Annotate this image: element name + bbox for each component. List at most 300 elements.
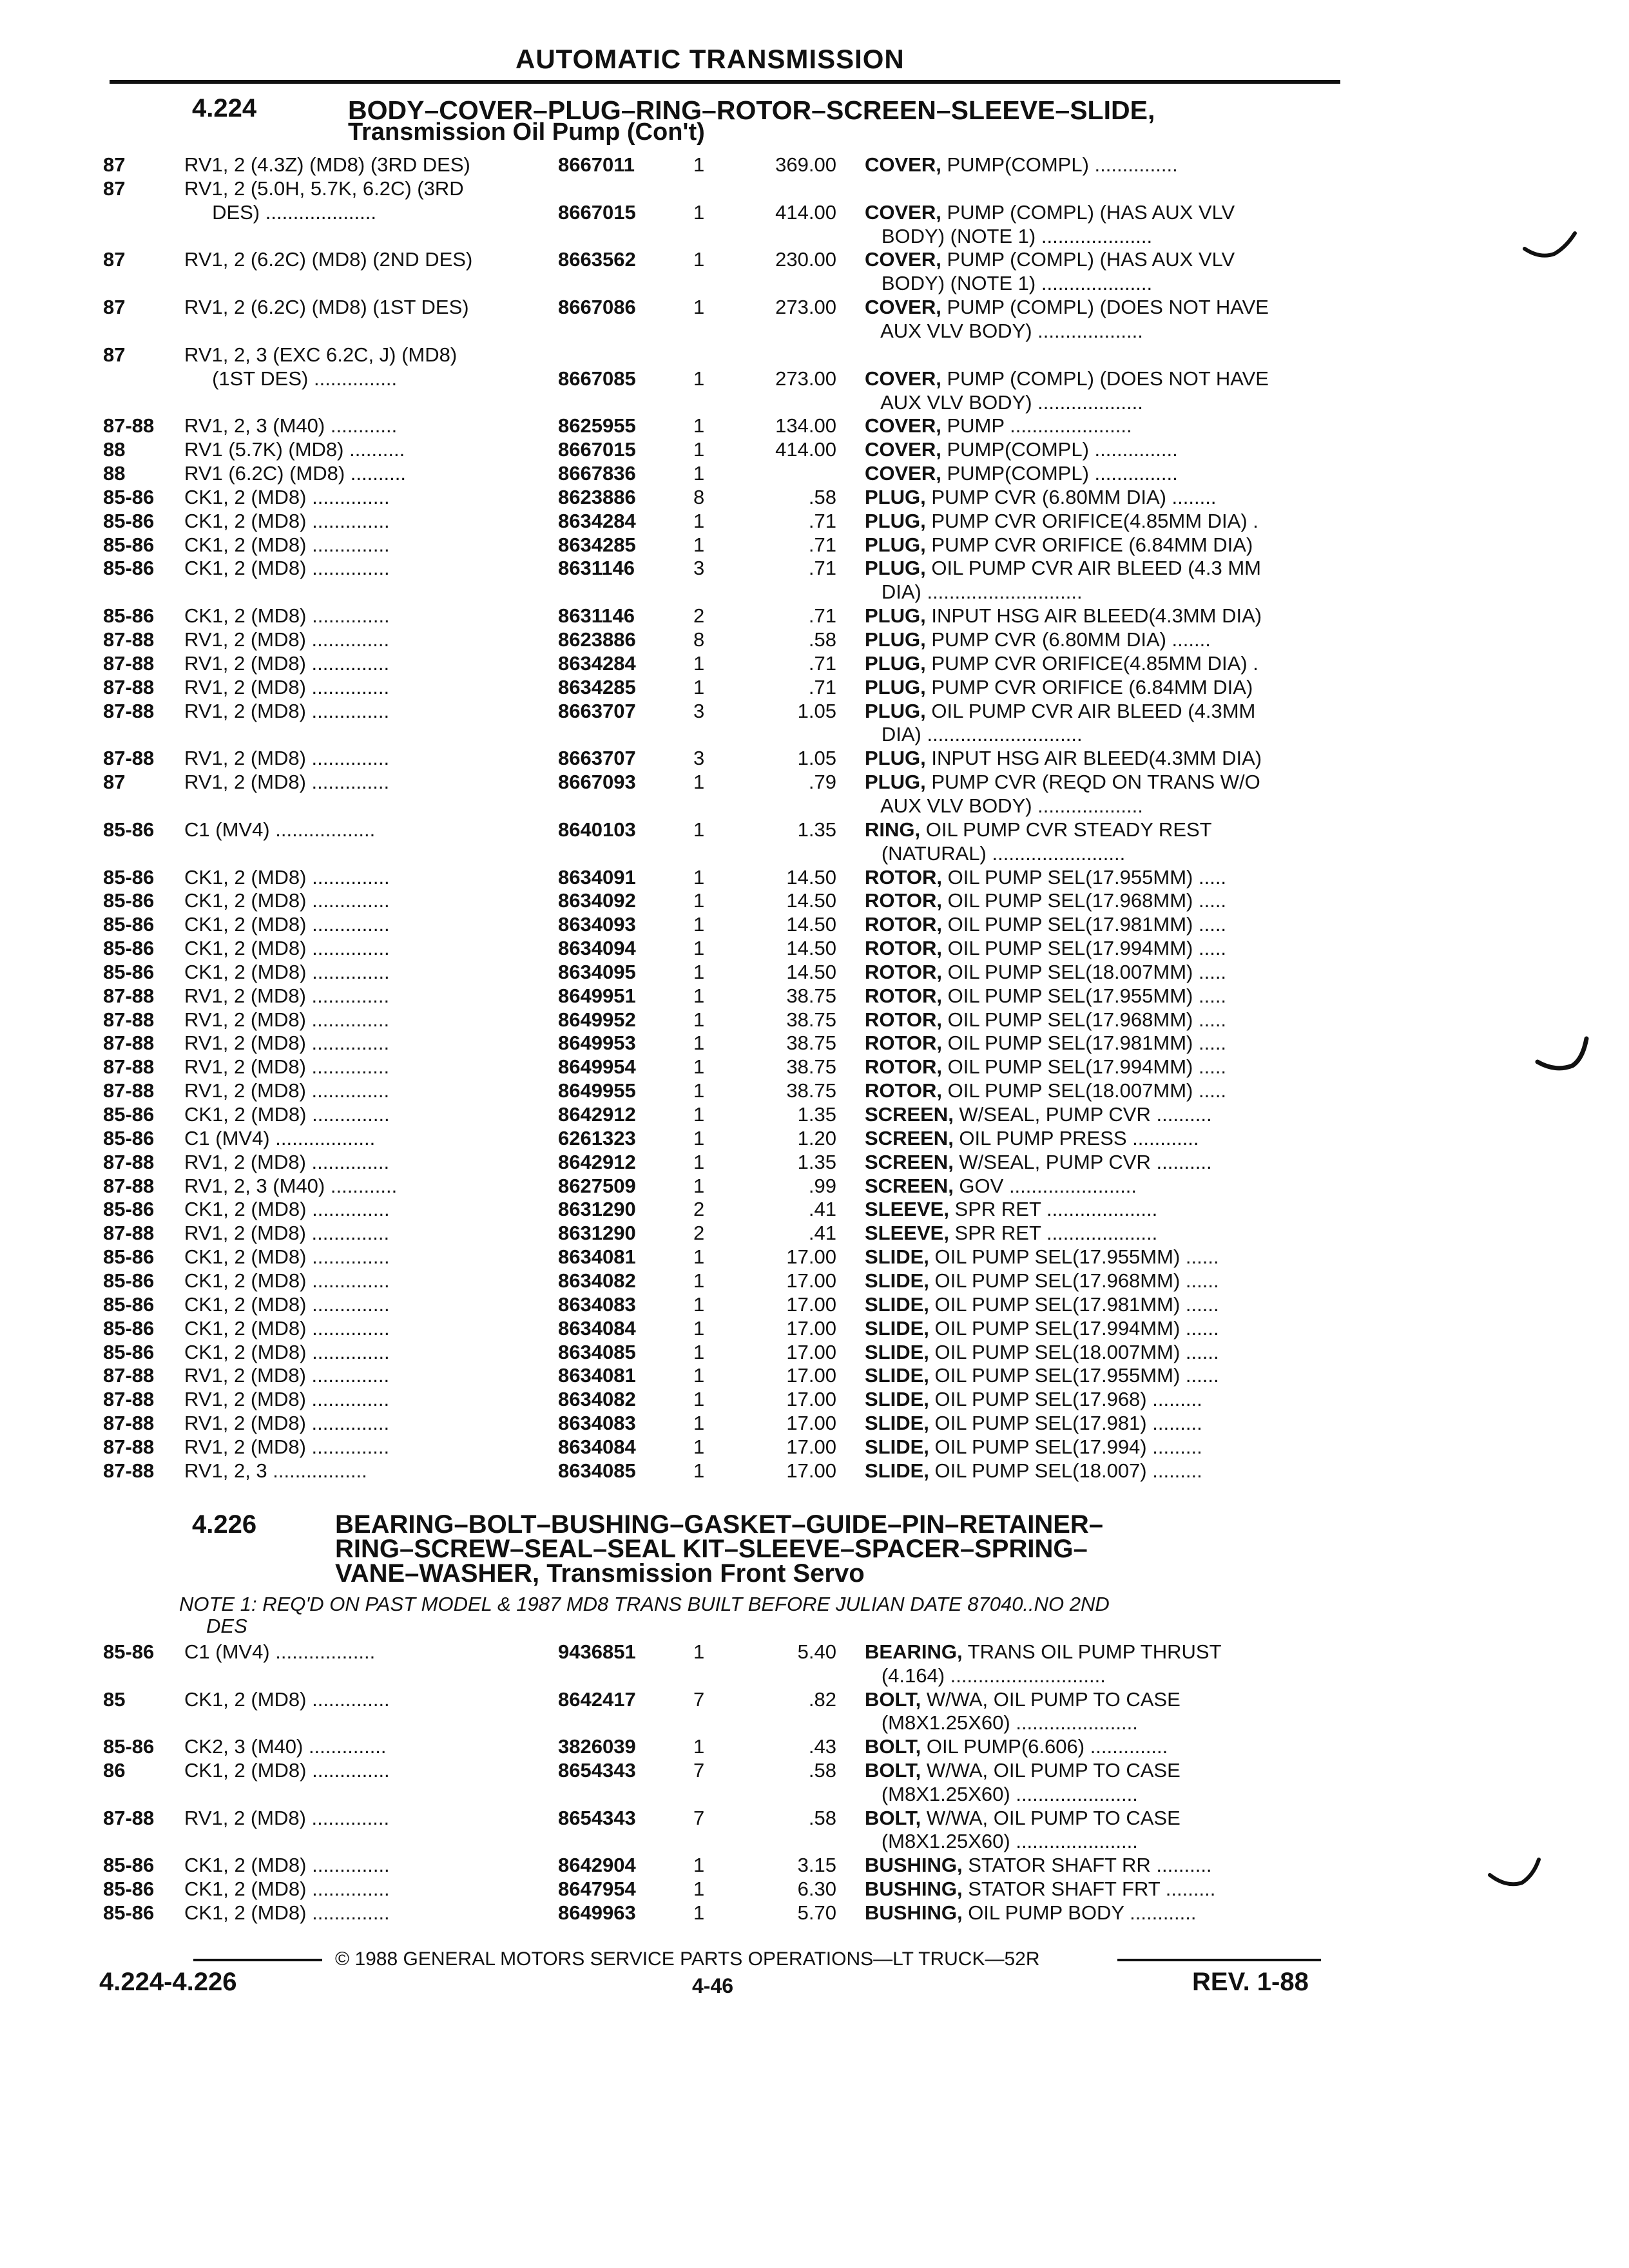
application-cell: C1 (MV4) .................. [184,1126,376,1149]
part-name: PLUG, [865,604,926,628]
part-name: SLEEVE, [865,1198,949,1221]
part-name: COVER, [865,248,941,271]
quantity-cell: 1 [693,1269,705,1292]
model-year-cell: 87-88 [103,1222,155,1245]
table-row [0,1151,1629,1175]
part-detail: OIL PUMP BODY ............ [962,1901,1197,1924]
part-number-cell: 8642417 [558,1687,636,1711]
description-cell [865,794,1335,818]
model-year-cell: 87-88 [103,1412,155,1435]
table-row [0,652,1629,677]
application-cell: CK1, 2 (MD8) .............. [184,913,390,936]
table-row [0,581,1629,605]
part-name: PLUG, [865,533,926,556]
description-cell [865,937,1335,960]
price-cell: 14.50 [786,913,836,936]
application-cell: RV1, 2 (MD8) .............. [184,1412,390,1435]
table-row [0,913,1629,937]
part-number-cell: 8634081 [558,1245,636,1269]
description-cell [865,1711,1335,1735]
part-number-cell: 8667015 [558,438,636,461]
model-year-cell: 87-88 [103,1174,155,1197]
page-header-title: AUTOMATIC TRANSMISSION [516,44,905,74]
quantity-cell: 1 [693,533,705,556]
model-year-cell: 87-88 [103,984,155,1007]
table-row [0,1364,1629,1389]
application-cell: CK1, 2 (MD8) .............. [184,1316,390,1340]
quantity-cell: 1 [693,1735,705,1758]
part-number-cell: 8663707 [558,747,636,770]
part-number-cell: 8634284 [558,509,636,532]
table-row [0,1830,1629,1854]
application-cell: RV1, 2 (MD8) .............. [184,1008,390,1031]
table-row [0,201,1629,226]
part-number-cell: 8663707 [558,699,636,722]
price-cell: 414.00 [775,200,836,224]
table-row [0,1640,1629,1665]
description-cell [865,700,1335,723]
price-cell: .58 [808,628,836,651]
table-row [0,510,1629,534]
quantity-cell: 1 [693,200,705,224]
application-cell: RV1, 2 (MD8) .............. [184,675,390,698]
part-name: PLUG, [865,651,926,675]
price-cell: 38.75 [786,1055,836,1079]
model-year-cell: 85-86 [103,1103,155,1126]
part-number-cell: 8634091 [558,865,636,889]
quantity-cell: 1 [693,771,705,794]
application-cell: CK1, 2 (MD8) .............. [184,1854,390,1877]
description-cell [865,153,1335,177]
model-year-cell: 85-86 [103,604,155,628]
part-number-cell: 8667836 [558,462,636,485]
application-cell: CK1, 2 (MD8) .............. [184,1269,390,1292]
part-name: BUSHING, [865,1901,963,1924]
part-detail: OIL PUMP SEL(17.955MM) ..... [942,984,1227,1007]
quantity-cell: 1 [693,1293,705,1316]
application-cell: CK1, 2 (MD8) .............. [184,865,390,889]
table-row [0,700,1629,724]
price-cell: 3.15 [797,1854,836,1877]
model-year-cell: 87-88 [103,651,155,675]
part-detail: PUMP(COMPL) ............... [941,438,1178,461]
price-cell: 17.00 [786,1340,836,1363]
part-name: SLIDE, [865,1435,929,1458]
part-number-cell: 8667085 [558,367,636,390]
table-row [0,628,1629,653]
model-year-cell: 87-88 [103,1008,155,1031]
table-row [0,961,1629,985]
application-cell: (1ST DES) ............... [184,367,398,390]
application-cell: RV1, 2 (MD8) .............. [184,1435,390,1458]
description-cell [865,652,1335,675]
quantity-cell: 1 [693,1459,705,1482]
model-year-cell: 87 [103,177,126,200]
part-detail: PUMP CVR ORIFICE(4.85MM DIA) . [925,509,1258,532]
table-row [0,486,1629,510]
price-cell: 17.00 [786,1364,836,1387]
part-name: BOLT, [865,1687,921,1711]
model-year-cell: 87-88 [103,1079,155,1102]
part-name: ROTOR, [865,1032,942,1055]
table-row [0,1388,1629,1412]
quantity-cell: 7 [693,1759,705,1782]
model-year-cell: 85-86 [103,818,155,841]
part-name: COVER, [865,367,941,390]
part-detail: OIL PUMP SEL(17.968) ......... [929,1388,1202,1411]
price-cell: 1.05 [797,699,836,722]
part-detail: W/WA, OIL PUMP TO CASE [921,1759,1181,1782]
part-name: COVER, [865,462,941,485]
pen-check-mark [1521,229,1579,262]
price-cell: 17.00 [786,1293,836,1316]
table-row [0,1854,1629,1878]
quantity-cell: 1 [693,1854,705,1877]
quantity-cell: 1 [693,913,705,936]
model-year-cell: 85-86 [103,1854,155,1877]
description-cell [865,367,1335,390]
part-detail: AUX VLV BODY) ................... [865,319,1143,342]
quantity-cell: 1 [693,937,705,960]
table-row [0,533,1629,558]
model-year-cell: 85-86 [103,533,155,556]
model-year-cell: 87-88 [103,699,155,722]
part-name: SLIDE, [865,1269,929,1292]
description-cell [865,604,1335,628]
description-cell [865,296,1335,319]
application-cell: RV1, 2 (MD8) .............. [184,1222,390,1245]
part-detail: OIL PUMP SEL(18.007MM) ..... [942,960,1227,983]
part-detail: OIL PUMP SEL(17.955MM) ...... [929,1364,1219,1387]
part-detail: PUMP (COMPL) (HAS AUX VLV [941,248,1235,271]
application-cell: CK1, 2 (MD8) .............. [184,1103,390,1126]
part-name: SCREEN, [865,1174,954,1197]
part-detail: OIL PUMP SEL(17.994) ......... [929,1435,1202,1458]
table-row [0,248,1629,273]
table-row [0,1079,1629,1104]
description-cell [865,272,1335,295]
quantity-cell: 1 [693,438,705,461]
part-name: ROTOR, [865,889,942,912]
price-cell: 230.00 [775,248,836,271]
application-cell: CK1, 2 (MD8) .............. [184,960,390,983]
description-cell [865,1151,1335,1174]
part-detail: INPUT HSG AIR BLEED(4.3MM DIA) [925,747,1262,770]
part-name: SLIDE, [865,1459,929,1482]
part-detail: (NATURAL) ........................ [865,841,1126,865]
part-detail: STATOR SHAFT RR .......... [962,1854,1212,1877]
part-name: ROTOR, [865,913,942,936]
model-year-cell: 88 [103,462,126,485]
part-detail: PUMP CVR ORIFICE (6.84MM DIA) [925,675,1253,698]
price-cell: 17.00 [786,1245,836,1269]
part-detail: STATOR SHAFT FRT ......... [962,1878,1216,1900]
part-number-cell: 8634095 [558,960,636,983]
note-line: DES [206,1615,247,1637]
part-number-cell: 8649951 [558,984,636,1007]
model-year-cell: 85-86 [103,1245,155,1269]
table-row [0,1103,1629,1128]
part-number-cell: 8649955 [558,1079,636,1102]
table-row [0,1807,1629,1831]
part-number-cell: 8663562 [558,248,636,271]
quantity-cell: 1 [693,296,705,319]
table-row [0,937,1629,961]
price-cell: .58 [808,485,836,508]
application-cell: CK1, 2 (MD8) .............. [184,533,390,556]
application-cell: CK1, 2 (MD8) .............. [184,604,390,628]
table-row [0,889,1629,914]
part-name: ROTOR, [865,1079,942,1102]
part-detail: PUMP(COMPL) ............... [941,462,1178,485]
description-cell [865,1293,1335,1316]
part-name: PLUG, [865,747,926,770]
part-detail: PUMP (COMPL) (DOES NOT HAVE [941,296,1269,319]
table-row [0,842,1629,867]
model-year-cell: 87-88 [103,1435,155,1458]
description-cell [865,1854,1335,1877]
quantity-cell: 1 [693,414,705,437]
application-cell: CK1, 2 (MD8) .............. [184,937,390,960]
application-cell: RV1 (6.2C) (MD8) .......... [184,462,406,485]
price-cell: 38.75 [786,1079,836,1102]
table-row [0,1245,1629,1270]
part-name: PLUG, [865,557,926,580]
description-cell [865,1032,1335,1055]
application-cell: CK1, 2 (MD8) .............. [184,1293,390,1316]
application-cell: DES) .................... [184,200,376,224]
price-cell: 14.50 [786,937,836,960]
application-cell: RV1, 2 (MD8) .............. [184,984,390,1007]
part-name: BOLT, [865,1759,921,1782]
price-cell: 1.35 [797,1103,836,1126]
model-year-cell: 85-86 [103,937,155,960]
application-cell: RV1, 2 (5.0H, 5.7K, 6.2C) (3RD [184,177,464,200]
part-detail: W/SEAL, PUMP CVR .......... [953,1103,1212,1126]
part-detail: W/WA, OIL PUMP TO CASE [921,1806,1181,1829]
price-cell: .99 [808,1174,836,1197]
footer-revision: REV. 1-88 [1192,1968,1309,1996]
model-year-cell: 87-88 [103,675,155,698]
part-name: BUSHING, [865,1854,963,1877]
quantity-cell: 1 [693,1412,705,1435]
model-year-cell: 85-86 [103,913,155,936]
part-name: SCREEN, [865,1103,954,1126]
application-cell: CK1, 2 (MD8) .............. [184,485,390,508]
price-cell: 17.00 [786,1388,836,1411]
price-cell: .41 [808,1198,836,1221]
description-cell [865,1459,1335,1483]
description-cell [865,1008,1335,1032]
part-number-cell: 8634285 [558,675,636,698]
part-detail: PUMP (COMPL) (HAS AUX VLV [941,200,1235,224]
table-row [0,1008,1629,1033]
quantity-cell: 1 [693,1008,705,1031]
price-cell: 1.35 [797,1150,836,1173]
part-number-cell: 8634083 [558,1412,636,1435]
application-cell: CK2, 3 (M40) .............. [184,1735,387,1758]
description-cell [865,961,1335,984]
description-cell [865,557,1335,580]
application-cell: RV1, 2 (MD8) .............. [184,628,390,651]
part-detail: BODY) (NOTE 1) .................... [865,224,1153,247]
description-cell [865,842,1335,865]
part-number-cell: 8623886 [558,628,636,651]
table-row [0,272,1629,296]
quantity-cell: 1 [693,1316,705,1340]
table-row [0,225,1629,249]
price-cell: .71 [808,557,836,580]
table-row [0,1412,1629,1436]
part-detail: OIL PUMP SEL(18.007MM) ..... [942,1079,1227,1102]
footer-copyright: © 1988 GENERAL MOTORS SERVICE PARTS OPERATIONS—LT TRUCK—52R [335,1948,1040,1970]
quantity-cell: 1 [693,865,705,889]
part-number-cell: 6261323 [558,1126,636,1149]
model-year-cell: 87 [103,248,126,271]
table-row [0,794,1629,819]
part-name: ROTOR, [865,984,942,1007]
application-cell: CK1, 2 (MD8) .............. [184,889,390,912]
part-detail: GOV ....................... [953,1174,1137,1197]
part-name: COVER, [865,438,941,461]
part-number-cell: 8642912 [558,1150,636,1173]
model-year-cell: 87 [103,296,126,319]
part-number-cell: 8627509 [558,1174,636,1197]
part-detail: OIL PUMP SEL(17.955MM) ...... [929,1245,1219,1269]
description-cell [865,1664,1335,1687]
part-detail: PUMP CVR (6.80MM DIA) ........ [925,485,1217,508]
part-detail: AUX VLV BODY) ................... [865,794,1143,817]
footer-page-number: 4-46 [692,1974,734,1997]
price-cell: 1.05 [797,747,836,770]
part-detail: PUMP(COMPL) ............... [941,153,1178,176]
price-cell: 414.00 [775,438,836,461]
part-number-cell: 8647954 [558,1878,636,1900]
part-name: SCREEN, [865,1150,954,1173]
part-number-cell: 8623886 [558,485,636,508]
part-detail: OIL PUMP CVR AIR BLEED (4.3MM [925,699,1256,722]
quantity-cell: 1 [693,960,705,983]
price-cell: 1.20 [797,1126,836,1149]
part-number-cell: 8654343 [558,1806,636,1829]
price-cell: 17.00 [786,1269,836,1292]
table-row [0,296,1629,320]
description-cell [865,391,1335,414]
price-cell: 17.00 [786,1316,836,1340]
table-row [0,153,1629,178]
part-detail: OIL PUMP SEL(17.968MM) ...... [929,1269,1219,1292]
description-cell [865,747,1335,770]
part-name: SLIDE, [865,1340,929,1363]
model-year-cell: 87-88 [103,1150,155,1173]
quantity-cell: 7 [693,1806,705,1829]
part-name: SCREEN, [865,1126,954,1149]
section-title-line: Transmission Oil Pump (Con't) [348,119,705,146]
price-cell: .58 [808,1759,836,1782]
model-year-cell: 87 [103,343,126,366]
part-detail: PUMP CVR (6.80MM DIA) ....... [925,628,1211,651]
table-row [0,177,1629,202]
part-number-cell: 8634092 [558,889,636,912]
model-year-cell: 87 [103,153,126,176]
model-year-cell: 87-88 [103,1364,155,1387]
part-detail: OIL PUMP SEL(17.968MM) ..... [942,889,1227,912]
quantity-cell: 1 [693,1388,705,1411]
model-year-cell: 87-88 [103,747,155,770]
note-line: NOTE 1: REQ'D ON PAST MODEL & 1987 MD8 TRANS BUILT BEFORE JULIAN DATE 87040..NO 2ND [179,1593,1110,1615]
price-cell: 38.75 [786,1032,836,1055]
part-detail: DIA) ............................ [865,581,1083,604]
part-name: SLIDE, [865,1316,929,1340]
table-row [0,1688,1629,1713]
price-cell: 273.00 [775,296,836,319]
price-cell: 273.00 [775,367,836,390]
part-detail: AUX VLV BODY) ................... [865,390,1143,414]
model-year-cell: 85-86 [103,865,155,889]
application-cell: CK1, 2 (MD8) .............. [184,1245,390,1269]
part-detail: OIL PUMP SEL(17.955MM) ..... [942,865,1227,889]
quantity-cell: 1 [693,1079,705,1102]
application-cell: RV1, 2, 3 ................. [184,1459,367,1482]
description-cell [865,438,1335,461]
price-cell: .71 [808,509,836,532]
footer-rule-right [1117,1959,1321,1961]
model-year-cell: 87-88 [103,1388,155,1411]
part-name: ROTOR, [865,1008,942,1031]
model-year-cell: 85-86 [103,1198,155,1221]
description-cell [865,201,1335,224]
part-name: COVER, [865,153,941,176]
part-name: SLIDE, [865,1245,929,1269]
part-name: RING, [865,818,921,841]
part-number-cell: 8631146 [558,557,635,580]
description-cell [865,1127,1335,1150]
table-row [0,1032,1629,1056]
quantity-cell: 1 [693,462,705,485]
application-cell: C1 (MV4) .................. [184,1640,376,1663]
description-cell [865,1830,1335,1853]
description-cell [865,320,1335,343]
model-year-cell: 85-86 [103,557,155,580]
description-cell [865,818,1335,841]
table-row [0,1127,1629,1151]
part-name: SLIDE, [865,1412,929,1435]
model-year-cell: 87-88 [103,1032,155,1055]
quantity-cell: 1 [693,248,705,271]
price-cell: .71 [808,533,836,556]
part-number-cell: 8634085 [558,1459,636,1482]
table-row [0,1901,1629,1926]
application-cell: RV1, 2 (MD8) .............. [184,747,390,770]
part-number-cell: 8649954 [558,1055,636,1079]
model-year-cell: 85-86 [103,1878,155,1900]
part-number-cell: 8634083 [558,1293,636,1316]
part-number-cell: 8631290 [558,1222,636,1245]
application-cell: RV1, 2, 3 (EXC 6.2C, J) (MD8) [184,343,458,366]
price-cell: 14.50 [786,889,836,912]
part-detail: OIL PUMP SEL(17.981) ......... [929,1412,1202,1435]
description-cell [865,1436,1335,1459]
quantity-cell: 8 [693,628,705,651]
section-number: 4.224 [192,94,257,122]
application-cell: CK1, 2 (MD8) .............. [184,1198,390,1221]
description-cell [865,1198,1335,1221]
part-number-cell: 8625955 [558,414,636,437]
price-cell: .41 [808,1222,836,1245]
quantity-cell: 1 [693,1055,705,1079]
model-year-cell: 85 [103,1687,126,1711]
application-cell: CK1, 2 (MD8) .............. [184,557,390,580]
